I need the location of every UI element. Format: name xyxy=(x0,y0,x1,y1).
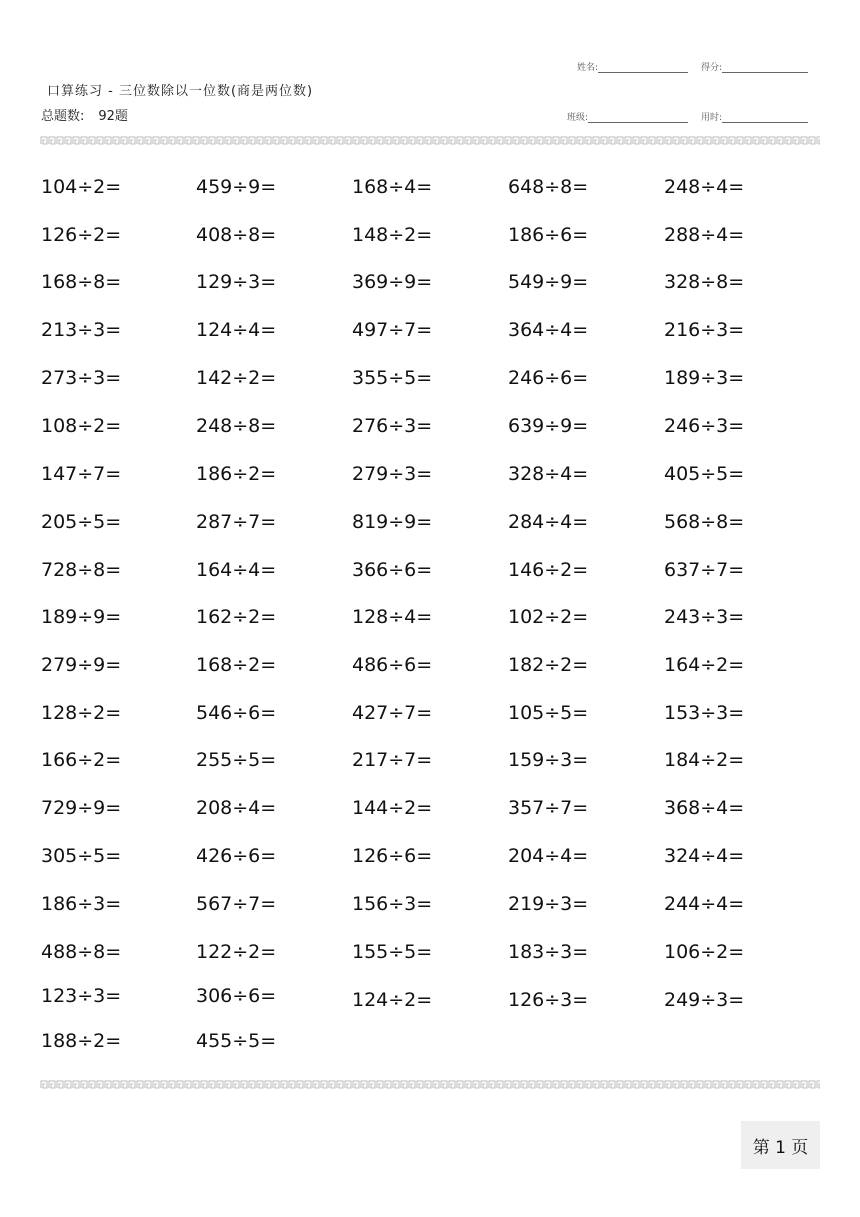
problem-item: 637÷7= xyxy=(664,559,745,581)
problem-item: 144÷2= xyxy=(352,797,433,819)
problem-item: 189÷3= xyxy=(664,367,745,389)
problem-item: 639÷9= xyxy=(508,415,589,437)
problem-item: 328÷4= xyxy=(508,463,589,485)
problem-item: 328÷8= xyxy=(664,271,745,293)
problem-item: 427÷7= xyxy=(352,702,433,724)
name-label: 姓名: xyxy=(577,63,599,73)
problem-item: 729÷9= xyxy=(41,797,122,819)
problem-item: 248÷4= xyxy=(664,176,745,198)
problem-item: 455÷5= xyxy=(196,1030,277,1052)
problem-item: 249÷3= xyxy=(664,989,745,1011)
problem-item: 128÷4= xyxy=(352,606,433,628)
problem-item: 126÷3= xyxy=(508,989,589,1011)
problem-item: 126÷6= xyxy=(352,845,433,867)
problem-item: 105÷5= xyxy=(508,702,589,724)
time-field[interactable] xyxy=(701,110,808,123)
score-line[interactable] xyxy=(722,62,808,73)
problem-item: 186÷3= xyxy=(41,893,122,915)
problem-item: 244÷4= xyxy=(664,893,745,915)
problem-item: 219÷3= xyxy=(508,893,589,915)
time-label: 用时: xyxy=(701,113,723,123)
problem-item: 568÷8= xyxy=(664,511,745,533)
problem-item: 128÷2= xyxy=(41,702,122,724)
problem-item: 164÷4= xyxy=(196,559,277,581)
problem-item: 168÷2= xyxy=(196,654,277,676)
problem-item: 567÷7= xyxy=(196,893,277,915)
problem-item: 246÷3= xyxy=(664,415,745,437)
problem-item: 486÷6= xyxy=(352,654,433,676)
problem-item: 255÷5= xyxy=(196,749,277,771)
class-label: 班级: xyxy=(567,113,589,123)
worksheet-title: 口算练习 - 三位数除以一位数(商是两位数) xyxy=(47,84,314,99)
problem-item: 186÷2= xyxy=(196,463,277,485)
problem-item: 186÷6= xyxy=(508,224,589,246)
problem-item: 305÷5= xyxy=(41,845,122,867)
problem-item: 168÷8= xyxy=(41,271,122,293)
problem-item: 205÷5= xyxy=(41,511,122,533)
problem-item: 182÷2= xyxy=(508,654,589,676)
problem-item: 287÷7= xyxy=(196,511,277,533)
problem-item: 546÷6= xyxy=(196,702,277,724)
total-count xyxy=(41,105,128,124)
problem-item: 153÷3= xyxy=(664,702,745,724)
problem-item: 368÷4= xyxy=(664,797,745,819)
problem-item: 243÷3= xyxy=(664,606,745,628)
class-field[interactable] xyxy=(567,110,688,123)
problem-item: 408÷8= xyxy=(196,224,277,246)
problem-item: 324÷4= xyxy=(664,845,745,867)
problem-item: 364÷4= xyxy=(508,319,589,341)
problem-item: 129÷3= xyxy=(196,271,277,293)
time-line[interactable] xyxy=(722,112,808,123)
problem-item: 459÷9= xyxy=(196,176,277,198)
problem-item: 188÷2= xyxy=(41,1030,122,1052)
problem-item: 279÷9= xyxy=(41,654,122,676)
problem-item: 246÷6= xyxy=(508,367,589,389)
page-number: 第 1 页 xyxy=(741,1121,820,1169)
total-value: 92题 xyxy=(98,109,128,124)
problem-item: 488÷8= xyxy=(41,941,122,963)
problem-item: 248÷8= xyxy=(196,415,277,437)
total-label: 总题数: xyxy=(41,109,85,124)
problem-item: 284÷4= xyxy=(508,511,589,533)
problem-item: 549÷9= xyxy=(508,271,589,293)
problem-item: 146÷2= xyxy=(508,559,589,581)
problem-item: 357÷7= xyxy=(508,797,589,819)
problem-item: 819÷9= xyxy=(352,511,433,533)
problem-item: 159÷3= xyxy=(508,749,589,771)
problem-item: 155÷5= xyxy=(352,941,433,963)
class-line[interactable] xyxy=(588,112,688,123)
problem-item: 216÷3= xyxy=(664,319,745,341)
problem-item: 108÷2= xyxy=(41,415,122,437)
problem-item: 279÷3= xyxy=(352,463,433,485)
problem-item: 123÷3= xyxy=(41,985,122,1007)
problem-item: 276÷3= xyxy=(352,415,433,437)
problem-item: 156÷3= xyxy=(352,893,433,915)
problem-item: 142÷2= xyxy=(196,367,277,389)
problem-item: 366÷6= xyxy=(352,559,433,581)
problem-item: 204÷4= xyxy=(508,845,589,867)
problem-item: 183÷3= xyxy=(508,941,589,963)
problem-item: 126÷2= xyxy=(41,224,122,246)
top-border-strip xyxy=(40,136,820,145)
problem-item: 273÷3= xyxy=(41,367,122,389)
name-field[interactable] xyxy=(577,60,688,73)
problem-item: 288÷4= xyxy=(664,224,745,246)
problem-item: 166÷2= xyxy=(41,749,122,771)
problem-item: 124÷2= xyxy=(352,989,433,1011)
problem-item: 369÷9= xyxy=(352,271,433,293)
problem-item: 217÷7= xyxy=(352,749,433,771)
problem-item: 122÷2= xyxy=(196,941,277,963)
problem-item: 162÷2= xyxy=(196,606,277,628)
problem-item: 106÷2= xyxy=(664,941,745,963)
problem-item: 728÷8= xyxy=(41,559,122,581)
bottom-border-strip xyxy=(40,1080,820,1089)
problem-item: 355÷5= xyxy=(352,367,433,389)
problem-item: 213÷3= xyxy=(41,319,122,341)
problem-item: 102÷2= xyxy=(508,606,589,628)
name-line[interactable] xyxy=(598,62,688,73)
problem-item: 147÷7= xyxy=(41,463,122,485)
problem-item: 124÷4= xyxy=(196,319,277,341)
problem-item: 189÷9= xyxy=(41,606,122,628)
problem-item: 164÷2= xyxy=(664,654,745,676)
problem-item: 426÷6= xyxy=(196,845,277,867)
problem-item: 405÷5= xyxy=(664,463,745,485)
problem-item: 648÷8= xyxy=(508,176,589,198)
problem-item: 497÷7= xyxy=(352,319,433,341)
score-field[interactable] xyxy=(701,60,808,73)
problem-item: 208÷4= xyxy=(196,797,277,819)
problem-item: 104÷2= xyxy=(41,176,122,198)
problem-item: 184÷2= xyxy=(664,749,745,771)
problem-item: 306÷6= xyxy=(196,985,277,1007)
problem-item: 168÷4= xyxy=(352,176,433,198)
score-label: 得分: xyxy=(701,63,723,73)
problem-item: 148÷2= xyxy=(352,224,433,246)
